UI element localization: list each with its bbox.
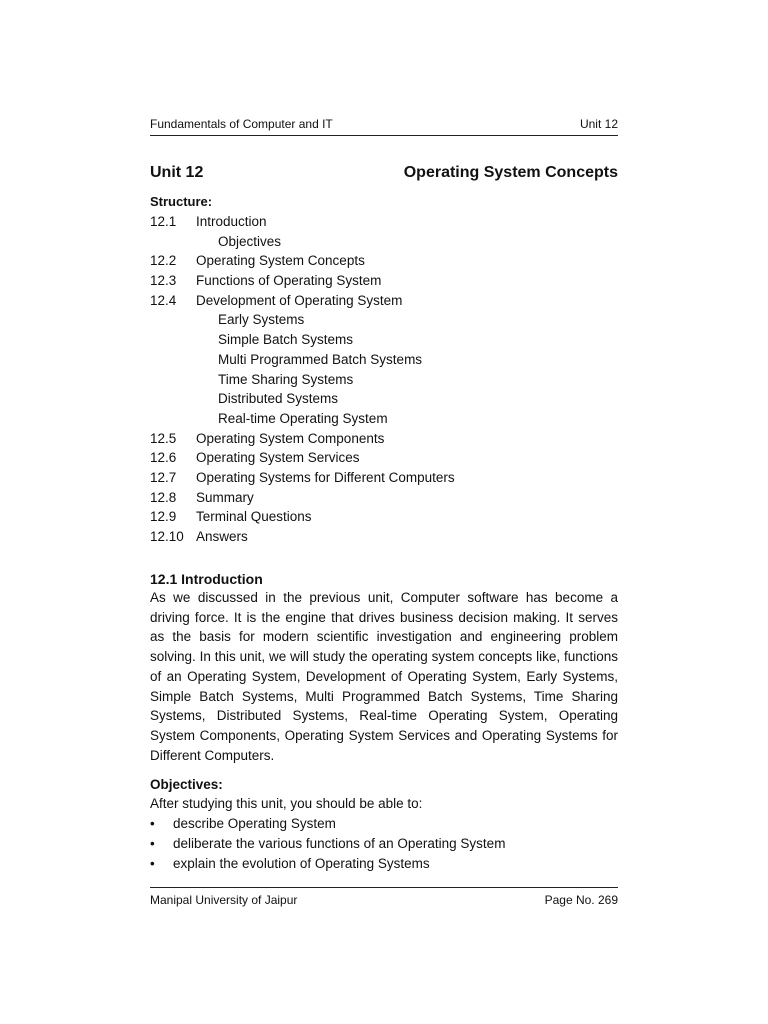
structure-item: [150, 310, 618, 330]
footer-page-number: Page No. 269: [544, 893, 618, 907]
structure-item-title: Objectives: [218, 233, 282, 249]
structure-item: [150, 370, 618, 390]
objective-text: describe Operating System: [173, 816, 336, 831]
structure-item: [150, 527, 618, 547]
structure-list: [150, 212, 618, 547]
structure-item: [150, 429, 618, 449]
structure-item-number: 12.6: [150, 450, 177, 466]
structure-item: [150, 488, 618, 508]
structure-item-number: 12.9: [150, 509, 177, 525]
structure-item-number: 12.4: [150, 292, 177, 308]
structure-item-number: 12.7: [150, 469, 177, 485]
footer-rule: [150, 887, 618, 888]
structure-item: [150, 448, 618, 468]
intro-paragraph: As we discussed in the previous unit, Computer software has become a driving force. It is the engine that drives business decision making. It serves as the basis for modern scientific investigation and engineering problem solving. In this unit, we will study the operating system concepts like, functions of an Operating System, Development of Operating System, Early Systems, Simple Batch Systems, Multi Programmed Batch Systems, Time Sharing Systems, Distributed Systems, Real-time Operating System, Operating System Components, Operating System Services and Operating Systems for Different Computers.: [150, 590, 618, 763]
objective-text: deliberate the various functions of an Operating System: [173, 836, 506, 851]
objectives-lead: After studying this unit, you should be able to:: [150, 796, 423, 811]
bullet-icon: •: [150, 836, 155, 851]
structure-item: [150, 507, 618, 527]
structure-item-title: Operating System Services: [196, 450, 360, 466]
unit-number: Unit 12: [150, 164, 204, 181]
structure-item-number: 12.2: [150, 253, 177, 269]
structure-item: [150, 389, 618, 409]
structure-item: [150, 232, 618, 252]
structure-item-number: 12.5: [150, 430, 177, 446]
structure-item: [150, 291, 618, 311]
structure-item-title: Real-time Operating System: [218, 410, 388, 426]
structure-item-title: Functions of Operating System: [196, 273, 382, 289]
bullet-icon: •: [150, 856, 155, 871]
structure-item-title: Answers: [196, 529, 248, 544]
structure-item-number: 12.1: [150, 214, 177, 229]
footer-university: Manipal University of Jaipur: [150, 893, 298, 907]
structure-item: [150, 212, 618, 232]
structure-item-title: Summary: [196, 489, 254, 505]
structure-item-title: Distributed Systems: [218, 391, 339, 407]
structure-item-title: Multi Programmed Batch Systems: [218, 351, 423, 367]
structure-item-title: Operating Systems for Different Computers: [196, 469, 455, 485]
structure-item-title: Operating System Concepts: [196, 253, 365, 269]
header-unit-label: Unit 12: [579, 117, 618, 131]
structure-item-number: 12.3: [150, 273, 177, 289]
structure-item-title: Time Sharing Systems: [218, 371, 354, 387]
structure-item: [150, 271, 618, 291]
unit-name: Operating System Concepts: [403, 164, 618, 181]
section-heading: 12.1 Introduction: [150, 571, 263, 587]
structure-item-title: Introduction: [196, 214, 267, 229]
bullet-icon: •: [150, 816, 155, 831]
structure-item-title: Operating System Components: [196, 430, 385, 446]
structure-item-number: 12.8: [150, 489, 177, 505]
structure-item-title: Early Systems: [218, 312, 305, 328]
header-book-title: Fundamentals of Computer and IT: [150, 117, 333, 131]
structure-item-title: Terminal Questions: [196, 509, 312, 525]
structure-item: [150, 330, 618, 350]
structure-item: [150, 468, 618, 488]
structure-item: [150, 251, 618, 271]
structure-heading: Structure:: [150, 194, 213, 209]
structure-item-title: Development of Operating System: [196, 292, 403, 308]
structure-item: [150, 409, 618, 429]
structure-item-title: Simple Batch Systems: [218, 332, 354, 348]
objective-text: explain the evolution of Operating Systems: [173, 856, 430, 871]
structure-item: [150, 350, 618, 370]
document-page: [150, 0, 618, 1024]
structure-item-number: 12.10: [150, 529, 184, 544]
header-rule: [150, 135, 618, 136]
objectives-heading: Objectives:: [150, 777, 223, 792]
